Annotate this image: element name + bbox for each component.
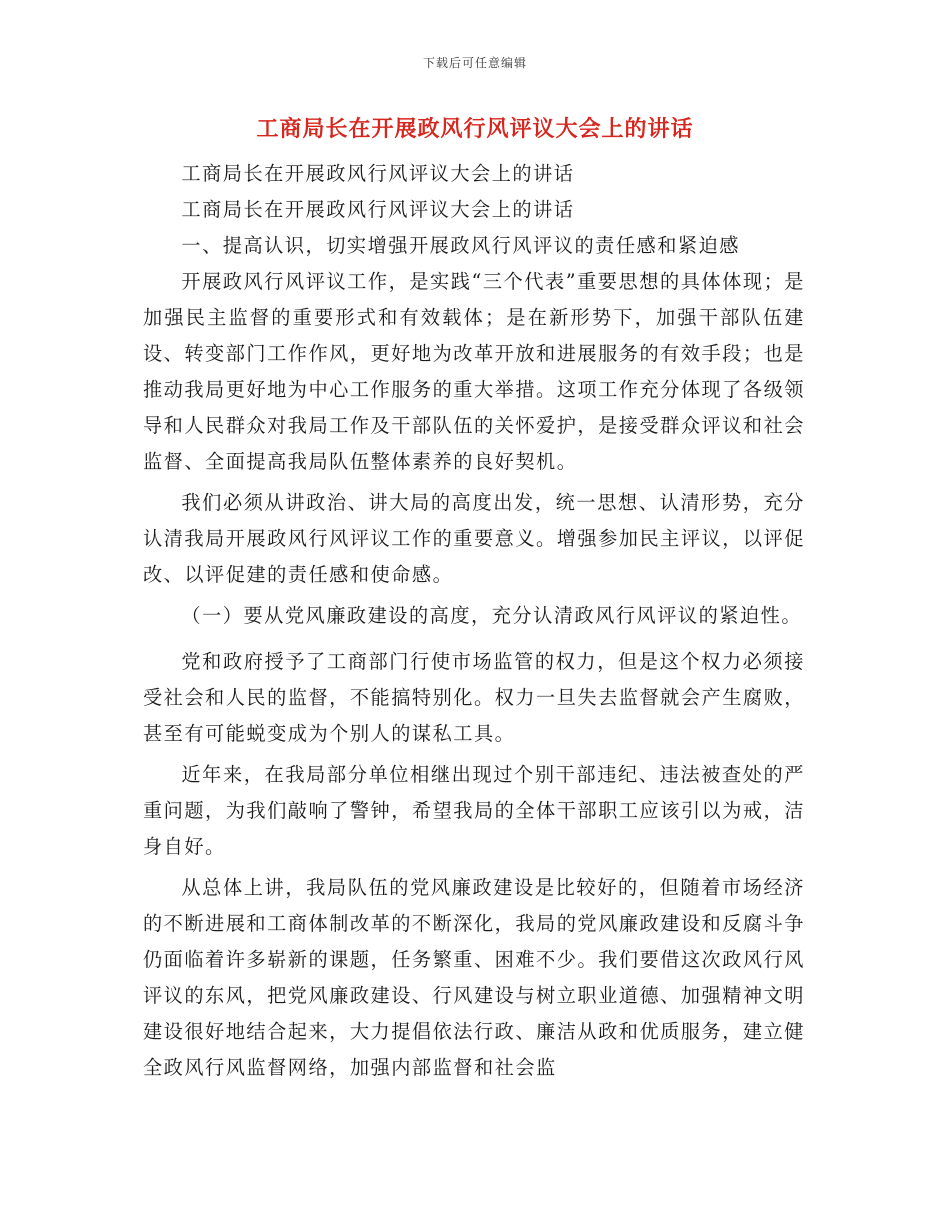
section-heading-1: 一、提高认识，切实增强开展政风行风评议的责任感和紧迫感 [181,234,740,257]
paragraph: 开展政风行风评议工作，是实践“三个代表”重要思想的具体体现；是加强民主监督的重要形式和有效载体；是在新形势下，加强干部队伍建设、转变部门工作作风，更好地为改革开放和进展服务的有效手段；也是推动我局更好地为中心工作服务的重大举措。这项工作充分体现了各级领导和人民群众对我局工作及干部队伍的关怀爱护，是接受群众评议和社会监督、全面提高我局队伍整体素养的良好契机。 [143,270,805,473]
paragraph: 我们必须从讲政治、讲大局的高度出发，统一思想、认清形势，充分认清我局开展政风行风评议工作的重要意义。增强参加民主评议，以评促改、以评促建的责任感和使命感。 [143,491,805,586]
paragraph: 党和政府授予了工商部门行使市场监管的权力，但是这个权力必须接受社会和人民的监督，不能搞特别化。权力一旦失去监督就会产生腐败，甚至有可能蜕变成为个别人的谋私工具。 [143,650,805,745]
paragraph: 近年来，在我局部分单位相继出现过个别干部违纪、违法被查处的严重问题，为我们敲响了警钟，希望我局的全体干部职工应该引以为戒，洁身自好。 [143,763,805,858]
paragraph: 从总体上讲，我局队伍的党风廉政建设是比较好的，但随着市场经济的不断进展和工商体制改革的不断深化，我局的党风廉政建设和反腐斗争仍面临着许多崭新的课题，任务繁重、困难不少。我们要借这次政风行风评议的东风，把党风廉政建设、行风建设与树立职业道德、加强精神文明建设很好地结合起来，大力提倡依法行政、廉洁从政和优质服务，建立健全政风行风监督网络，加强内部监督和社会监 [143,876,805,1079]
document-body [143,156,805,1086]
header-note: 下载后可任意编辑 [422,56,527,70]
paragraph-subtitle-1: 工商局长在开展政风行风评议大会上的讲话 [181,162,575,185]
document-title: 工商局长在开展政风行风评议大会上的讲话 [256,116,694,142]
subsection-heading-1: （一）要从党风廉政建设的高度，充分认清政风行风评议的紧迫性。 [181,604,803,627]
paragraph-subtitle-2: 工商局长在开展政风行风评议大会上的讲话 [181,198,575,221]
